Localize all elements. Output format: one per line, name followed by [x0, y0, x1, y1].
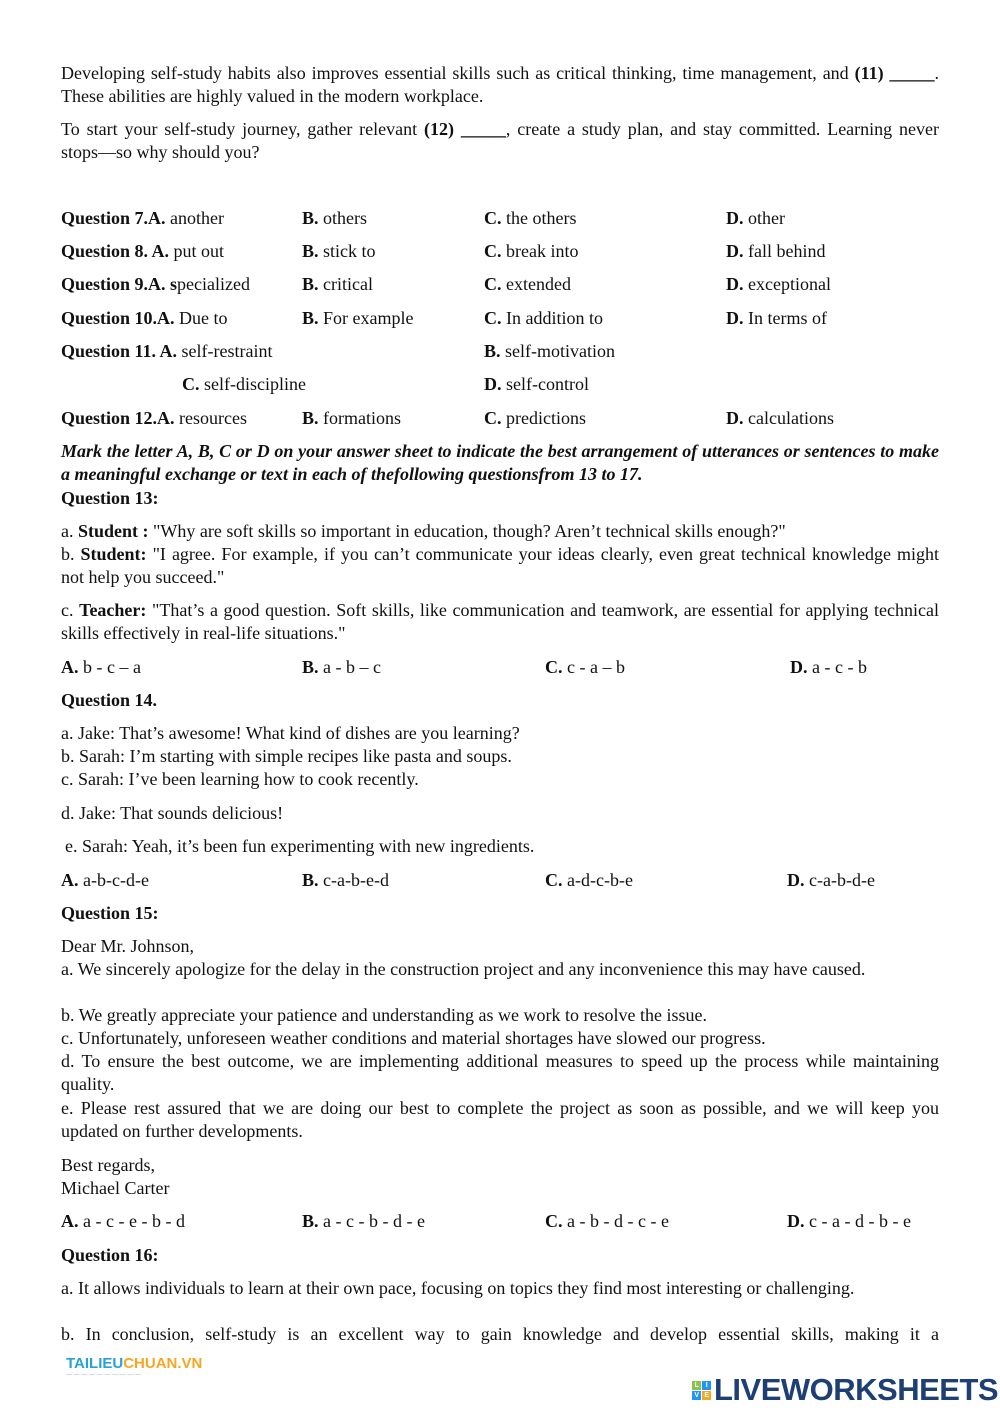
option-d[interactable]: other [748, 208, 785, 228]
q14-line: b. Sarah: I’m starting with simple recipes like pasta and soups. [61, 746, 512, 766]
liveworksheets-icon: L I V E [692, 1381, 711, 1400]
option-d[interactable] [787, 1210, 911, 1233]
option-d[interactable]: In terms of [748, 308, 827, 328]
q13-line-c [61, 599, 939, 645]
q-label: Question 11. A. [61, 341, 178, 361]
opt-label: D. [726, 208, 744, 228]
q15-line: b. We greatly appreciate your patience and understanding as we work to resolve the issue. [61, 1005, 707, 1025]
question-15-title: Question 15: [61, 903, 159, 923]
option-c[interactable]: break into [506, 241, 579, 261]
option-a[interactable]: put out [173, 241, 225, 261]
tailieuchuan-logo [66, 1355, 202, 1372]
liveworksheets-logo [692, 1372, 998, 1408]
logo-text: TAILIEU [66, 1355, 124, 1372]
option-b[interactable]: stick to [323, 241, 376, 261]
option-a[interactable] [61, 869, 149, 892]
question-13-title: Question 13: [61, 488, 159, 508]
opt-label: B. [302, 308, 319, 328]
logo-tagline-decoration: — — — — — — — — — — [66, 1372, 142, 1378]
opt-label: B. [302, 241, 319, 261]
opt-label: A. [61, 657, 79, 677]
q13-line-a [61, 520, 939, 543]
text: . These abilities are highly valued in the modern workplace. [61, 63, 940, 106]
opt-label: C. [484, 208, 502, 228]
option-d[interactable] [790, 656, 867, 679]
opt-text: a - c - e - b - d [83, 1211, 185, 1231]
opt-text: c-a-b-e-d [323, 870, 389, 890]
opt-label: C. [484, 241, 502, 261]
option-c[interactable] [545, 869, 633, 892]
question-16-title: Question 16: [61, 1245, 159, 1265]
option-c[interactable]: predictions [506, 408, 586, 428]
opt-label: C. [545, 657, 563, 677]
opt-text: c - a - d - b - e [809, 1211, 911, 1231]
opt-label: C. [545, 1211, 563, 1231]
option-d[interactable] [787, 869, 875, 892]
option-b[interactable]: For example [323, 308, 414, 328]
opt-text: b - c – a [83, 657, 141, 677]
q15-line: e. Please rest assured that we are doing our best to complete the project as soon as possible, and we will keep you updated on further developments. [61, 1098, 939, 1141]
text: "Why are soft skills so important in education, though? Aren’t technical skills enough?" [153, 521, 786, 541]
opt-label: D. [790, 657, 808, 677]
text: a. [61, 521, 74, 541]
opt-text: a - c - b [812, 657, 867, 677]
opt-label: C. [484, 308, 502, 328]
opt-label: C. [484, 408, 502, 428]
opt-label: C. [182, 374, 200, 394]
opt-label: B. [302, 208, 319, 228]
question-14-title: Question 14. [61, 690, 158, 710]
option-a[interactable]: resources [179, 408, 247, 428]
option-b[interactable] [302, 1210, 425, 1233]
opt-text: a - c - b - d - e [323, 1211, 425, 1231]
speaker: Student : [78, 521, 149, 541]
speaker: Student: [80, 544, 147, 564]
option-c[interactable]: extended [506, 274, 571, 294]
q-label: Question 9.A. s [61, 274, 178, 294]
q14-line: c. Sarah: I’ve been learning how to cook recently. [61, 769, 419, 789]
option-a[interactable]: another [170, 208, 224, 228]
paragraph-12 [61, 118, 939, 164]
opt-text: a-d-c-b-e [567, 870, 633, 890]
option-b[interactable] [302, 869, 389, 892]
option-d[interactable]: fall behind [748, 241, 826, 261]
opt-label: D. [787, 1211, 805, 1231]
q15-line: a. We sincerely apologize for the delay in the construction project and any inconvenience this may have caused. [61, 959, 866, 979]
option-b[interactable] [302, 656, 381, 679]
text: "That’s a good question. Soft skills, like communication and teamwork, are essential for applying technical skills effectively in real-life situations." [61, 600, 939, 643]
q15-line: d. To ensure the best outcome, we are implementing additional measures to speed up the process while maintaining quality. [61, 1051, 939, 1094]
q16-line: b. In conclusion, self-study is an excellent way to gain knowledge and develop essential skills, making it a [61, 1324, 939, 1344]
text: To start your self-study journey, gather relevant [61, 119, 418, 139]
opt-text: c-a-b-d-e [809, 870, 875, 890]
text: b. [61, 544, 75, 564]
option-c[interactable]: In addition to [506, 308, 603, 328]
q-label: Question 12.A. [61, 408, 175, 428]
q14-line: a. Jake: That’s awesome! What kind of dishes are you learning? [61, 723, 520, 743]
text: , create a study plan, and stay committed. Learning never stops—so why should you? [61, 119, 940, 162]
option-b[interactable]: formations [323, 408, 402, 428]
opt-text: c - a – b [567, 657, 625, 677]
opt-label: D. [726, 274, 744, 294]
option-a[interactable]: pecialized [177, 274, 250, 294]
opt-label: B. [484, 341, 501, 361]
opt-label: D. [726, 408, 744, 428]
text: c. [61, 600, 74, 620]
letter-greeting: Dear Mr. Johnson, [61, 936, 194, 956]
opt-label: D. [726, 241, 744, 261]
opt-label: B. [302, 274, 319, 294]
option-d[interactable]: calculations [748, 408, 834, 428]
opt-label: B. [302, 657, 319, 677]
letter-signature: Michael Carter [61, 1178, 170, 1198]
opt-text: a-b-c-d-e [83, 870, 149, 890]
text: "I agree. For example, if you can’t communicate your ideas clearly, even great technical knowledge might not help you succeed." [61, 544, 940, 587]
instruction: Mark the letter A, B, C or D on your answer sheet to indicate the best arrangement of utterances or sentences to make a meaningful exchange or text in each of thefollowing questionsfrom 13 to 17. [61, 441, 939, 484]
text: Developing self-study habits also improves essential skills such as critical thinking, time management, and [61, 63, 849, 83]
q14-line: e. Sarah: Yeah, it’s been fun experimenting with new ingredients. [65, 836, 535, 856]
option-a[interactable]: self-restraint [181, 341, 273, 361]
opt-label: C. [545, 870, 563, 890]
option-c[interactable]: self-discipline [204, 374, 306, 394]
opt-label: B. [302, 408, 319, 428]
blank-12: (12) _____ [424, 119, 506, 139]
opt-label: D. [484, 374, 502, 394]
opt-text: a - b – c [323, 657, 381, 677]
q-label: Question 10.A. [61, 308, 175, 328]
option-c[interactable] [545, 656, 625, 679]
option-c[interactable]: the others [506, 208, 577, 228]
opt-text: a - b - d - c - e [567, 1211, 669, 1231]
logo-text: CHUAN.VN [123, 1355, 203, 1372]
opt-label: B. [302, 1211, 319, 1231]
option-b[interactable]: self-motivation [505, 341, 615, 361]
opt-label: A. [61, 870, 79, 890]
q13-line-b [61, 543, 939, 589]
q-label: Question 7.A. [61, 208, 166, 228]
paragraph-11 [61, 62, 939, 108]
letter-closing: Best regards, [61, 1155, 155, 1175]
option-a[interactable]: Due to [179, 308, 228, 328]
option-d[interactable]: exceptional [748, 274, 831, 294]
option-a[interactable] [61, 656, 141, 679]
q15-line: c. Unfortunately, unforeseen weather conditions and material shortages have slowed our progress. [61, 1028, 766, 1048]
option-d[interactable]: self-control [506, 374, 589, 394]
q-label: Question 8. A. [61, 241, 170, 261]
option-c[interactable] [545, 1210, 669, 1233]
option-a[interactable] [61, 1210, 185, 1233]
opt-label: B. [302, 870, 319, 890]
opt-label: A. [61, 1211, 79, 1231]
blank-11: (11) _____ [854, 63, 935, 83]
opt-label: D. [787, 870, 805, 890]
speaker: Teacher: [79, 600, 147, 620]
q14-line: d. Jake: That sounds delicious! [61, 803, 284, 823]
q16-line: a. It allows individuals to learn at their own pace, focusing on topics they find most interesting or challenging. [61, 1278, 855, 1298]
option-b[interactable]: critical [323, 274, 373, 294]
opt-label: C. [484, 274, 502, 294]
option-b[interactable]: others [323, 208, 368, 228]
opt-label: D. [726, 308, 744, 328]
logo-text: LIVEWORKSHEETS [714, 1372, 999, 1407]
